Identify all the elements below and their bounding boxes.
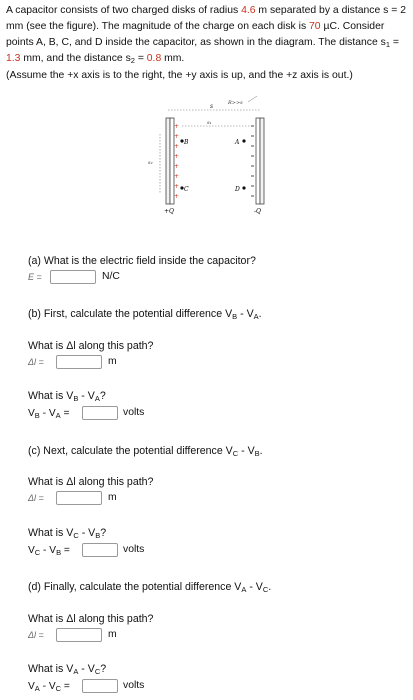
intro-text: = [390, 37, 399, 48]
part-b-question: (b) First, calculate the potential difference $V_B - V_A$. [28, 308, 262, 321]
part-b-v-question: What is $V_B - V_A$? [28, 390, 106, 403]
point-d [242, 186, 245, 189]
part-b-voltage-input[interactable] [82, 406, 118, 420]
part-d-path-question: What is Δl along this path? [28, 613, 154, 625]
label-a: A [235, 139, 240, 146]
s-label: s [210, 103, 214, 110]
charge-value: 70 [309, 21, 321, 32]
label-b: B [184, 139, 189, 146]
part-d-v-unit: volts [123, 680, 145, 691]
part-b-v-lhs: $V_B - V_A$ = [28, 408, 70, 420]
intro-text: mm. [161, 53, 185, 64]
part-c-v-lhs: $V_C - V_B$ = [28, 545, 70, 557]
s2-value: 0.8 [146, 53, 162, 64]
part-c-v-unit: volts [123, 544, 145, 555]
intro-text: = [134, 53, 147, 64]
part-d-voltage-input[interactable] [82, 679, 118, 693]
plus-charges [174, 123, 179, 200]
part-c-voltage-input[interactable] [82, 543, 118, 557]
part-d-path-lhs: Δl = [28, 630, 44, 640]
part-b-delta-l-input[interactable] [56, 355, 102, 369]
capacitor-diagram [140, 96, 280, 216]
part-c-path-question: What is Δl along this path? [28, 476, 154, 488]
part-d-question: (d) Finally, calculate the potential difference $V_A - V_C$. [28, 581, 272, 594]
part-c-v-question: What is $V_C - V_B$? [28, 527, 107, 540]
svg-text:+: + [174, 193, 180, 200]
part-d-path-unit: m [108, 629, 117, 640]
part-d-delta-l-input[interactable] [56, 628, 102, 642]
svg-text:+: + [174, 173, 180, 180]
right-plate [256, 118, 260, 204]
part-d-v-lhs: $V_A - V_C$ = [28, 681, 70, 693]
left-plate-edge [170, 118, 174, 204]
s2-label: s₂ [148, 160, 153, 166]
part-a-unit: N/C [102, 271, 120, 282]
r-label: R>>s [228, 100, 243, 106]
part-b-path-lhs: Δl = [28, 357, 44, 367]
svg-text:+: + [174, 163, 180, 170]
part-b-v-unit: volts [123, 407, 145, 418]
right-plate-edge [260, 118, 264, 204]
minus-q-label: -Q [254, 208, 261, 215]
left-plate [166, 118, 170, 204]
intro-text: A capacitor consists of two charged disks of radius [6, 5, 242, 16]
svg-text:+: + [174, 153, 180, 160]
part-c-path-lhs: Δl = [28, 493, 44, 503]
r-arrow [248, 96, 257, 102]
point-a [242, 139, 245, 142]
s1-value: 1.3 [6, 53, 21, 64]
svg-text:+: + [174, 183, 180, 190]
label-c: C [184, 186, 189, 193]
plus-q-label: +Q [164, 208, 174, 215]
part-d-v-question: What is $V_A - V_C$? [28, 663, 107, 676]
part-b-path-question: What is Δl along this path? [28, 340, 154, 352]
part-a-question: (a) What is the electric field inside the capacitor? [28, 255, 256, 267]
part-c-delta-l-input[interactable] [56, 491, 102, 505]
intro-text: m separated by a distance s = 2 mm (see the figure). The magnitude of the charge on each disk is [6, 5, 406, 32]
part-c-path-unit: m [108, 492, 117, 503]
svg-text:+: + [174, 123, 180, 130]
part-a-lhs: E = [28, 272, 42, 282]
label-d: D [235, 186, 240, 193]
svg-text:+: + [174, 133, 180, 140]
electric-field-input[interactable] [50, 270, 96, 284]
part-c-question: (c) Next, calculate the potential difference $V_C - V_B$. [28, 445, 263, 458]
radius-value: 4.6 [241, 5, 256, 16]
s1-label: s₁ [207, 120, 212, 126]
part-b-path-unit: m [108, 356, 117, 367]
axis-note: (Assume the +x axis is to the right, the +y axis is up, and the +z axis is out.) [6, 70, 353, 81]
svg-text:+: + [174, 143, 180, 150]
minus-charges [251, 126, 254, 196]
intro-text: mm, and the distance s [20, 53, 131, 64]
intro-text: µC. Consider points A, B, C, and D inside the capacitor, as shown in the diagram. The distance s [6, 21, 386, 48]
problem-statement: A capacitor consists of two charged disks of radius 4.6 m separated by a distance s = 2 mm (see the figure). The magnitude of the charge on each disk is 70 µC. Consider points A, B, C, and D inside the capacitor, as shown in the diagram. The distance $s_1 = 1.3$ mm, and the distance $s_2 = 0.8$ mm. (Assume the +x axis is to the right, the +y axis is up, and the +z axis is out.) [6, 3, 408, 84]
